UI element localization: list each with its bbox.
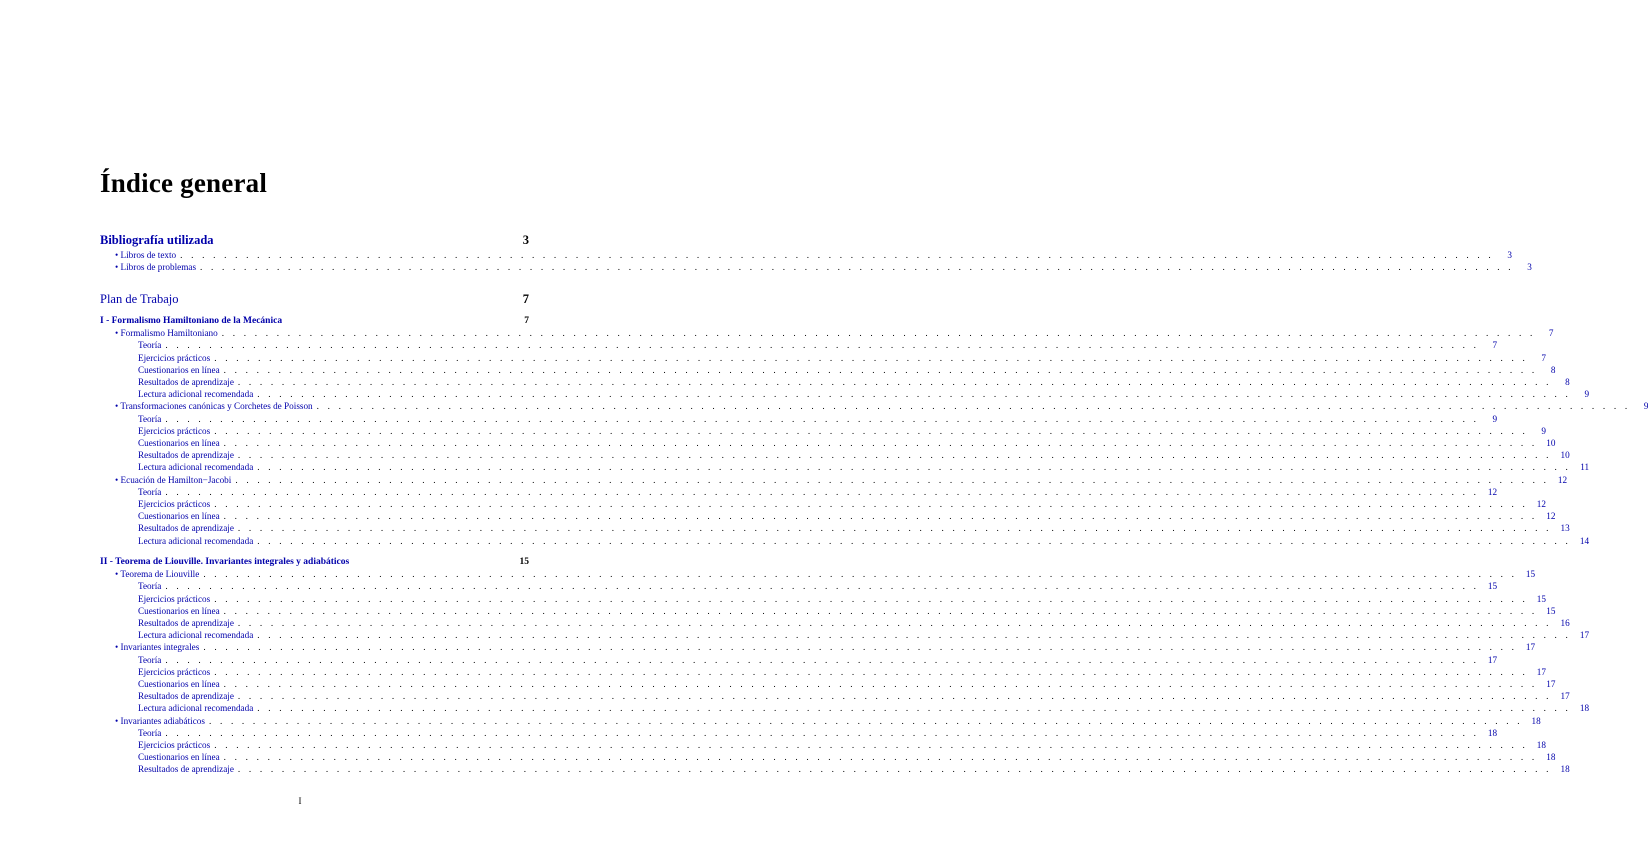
toc-entry-label[interactable]: Cuestionarios en línea bbox=[138, 605, 220, 616]
dot-leader: . . . . . . . . . . . . . . . . . . . . . . . . . . . . . . . . . . . . . . . . . . . . . . . . . . . . . . . . . . . . . . . . . . . . . . . . . . . . . . . . . . . . . . . . . . . . . . . . . . . . . . . . . . . . . . . . . . . . . . . . bbox=[221, 328, 1536, 339]
toc-subsection[interactable] bbox=[100, 702, 1590, 714]
toc-entry-label[interactable]: Lectura adicional recomendada bbox=[138, 703, 254, 714]
page-title: Índice general bbox=[100, 168, 268, 198]
toc-entry-label[interactable]: Resultados de aprendizaje bbox=[138, 764, 234, 775]
toc-entry-label[interactable]: Teoría bbox=[138, 654, 162, 665]
toc-entry-label[interactable]: Teoría bbox=[138, 340, 162, 351]
toc-page-number[interactable]: 17 bbox=[1579, 630, 1590, 641]
toc-entry-label[interactable]: Resultados de aprendizaje bbox=[138, 450, 234, 461]
toc-page-number[interactable]: 10 bbox=[1546, 438, 1556, 448]
toc-entry-label[interactable]: Resultados de aprendizaje bbox=[138, 618, 234, 628]
dot-leader: . . . . . . . . . . . . . . . . . . . . . . . . . . . . . . . . . . . . . . . . . . . . . . . . . . . . . . . . . . . . . . . . . . . . . . . . . . . . . . . . . . . . . . . . . . . . . . . . . . . . . . . . . . . . . . . . . . . . . . . . bbox=[203, 569, 1518, 580]
toc-page-number[interactable]: 9 bbox=[1584, 389, 1590, 400]
toc-entry-label[interactable]: Bibliografía utilizada bbox=[100, 233, 214, 247]
toc-entry-label[interactable]: Cuestionarios en línea bbox=[138, 438, 220, 448]
toc-page-number[interactable]: 18 bbox=[1579, 703, 1590, 714]
toc-subsection[interactable] bbox=[100, 461, 1590, 473]
dot-leader: . . . . . . . . . . . . . . . . . . . . . . . . . . . . . . . . . . . . . . . . . . . . . . . . . . . . . . . . . . . . . . . . . . . . . . . . . . . . . . . . . . . . . . . . . . . . . . . . . . . . . . . . . . . . . . . . . . . . . . . . bbox=[180, 250, 1494, 260]
toc-entry-label[interactable]: Teoría bbox=[138, 581, 162, 592]
toc-entry-label[interactable]: I - Formalismo Hamiltoniano de la Mecánica bbox=[100, 316, 283, 326]
dot-leader: . . . . . . . . . . . . . . . . . . . . . . . . . . . . . . . . . . . . . . . . . . . . . . . . . . . . . . . . . . . . . . . . . . . . . . . . . . . . . . . . . . . . . . . . . . . . . . . . . . . . . . . . . . . . . . . . . . . . . . . . bbox=[165, 581, 1480, 592]
dot-leader: . . . . . . . . . . . . . . . . . . . . . . . . . . . . . . . . . . . . . . . . . . . . . . . . . . . . . . . . . . . . . . . . . . . . . . . . . . . . . . . . . . . . . . . . . . . . . . . . . . . . . . . . . . . . . . . . . . . . . . . . bbox=[214, 499, 1528, 509]
dot-leader: . . . . . . . . . . . . . . . . . . . . . . . . . . . . . . . . . . . . . . . . . . . . . . . . . . . . . . . . . . . . . . . . . . . . . . . . . . . . . . . . . . . . . . . . . . . . . . . . . . . . . . . . . . . . . . . . . . . . . . . . bbox=[257, 630, 1572, 641]
dot-leader: . . . . . . . . . . . . . . . . . . . . . . . . . . . . . . . . . . . . . . . . . . . . . . . . . . . . . . . . . . . . . . . . . . . . . . . . . . . . . . . . . . . . . . . . . . . . . . . . . . . . . . . . . . . . . . . . . . . . . . . . bbox=[237, 764, 1552, 775]
dot-leader: . . . . . . . . . . . . . . . . . . . . . . . . . . . . . . . . . . . . . . . . . . . . . . . . . . . . . . . . . . . . . . . . . . . . . . . . . . . . . . . . . . . . . . . . . . . . . . . . . . . . . . . . . . . . . . . . . . . . . . . . bbox=[223, 679, 1538, 689]
toc-entry-label[interactable]: • Invariantes adiabáticos bbox=[115, 715, 205, 726]
dot-leader: . . . . . . . . . . . . . . . . . . . . . . . . . . . . . . . . . . . . . . . . . . . . . . . . . . . . . . . . . . . . . . . . . . . . . . . . . . . . . . . . . . . . . . . . . . . . . . . . . . . . . . . . . . . . . . . . . . . . . . . . bbox=[316, 401, 1631, 412]
toc-page-number[interactable]: 9 bbox=[1492, 413, 1498, 424]
dot-leader: . . . . . . . . . . . . . . . . . . . . . . . . . . . . . . . . . . . . . . . . . . . . . . . . . . . . . . . . . . . . . . . . . . . . . . . . . . . . . . . . . . . . . . . . . . . . . . . . . . . . . . . . . . . . . . . . . . . . . . . . bbox=[223, 605, 1538, 616]
toc-entry-label[interactable]: • Invariantes integrales bbox=[115, 642, 200, 653]
toc-entry-label[interactable]: • Libros de problemas bbox=[115, 262, 197, 273]
dot-leader: . . . . . . . . . . . . . . . . . . . . . . . . . . . . . . . . . . . . . . . . . . . . . . . . . . . . . . . . . . . . . . . . . . . . . . . . . . . . . . . . . . . . . . . . . . . . . . . . . . . . . . . . . . . . . . . . . . . . . . . . bbox=[223, 438, 1538, 448]
toc-subsection[interactable] bbox=[100, 739, 1546, 751]
dot-leader: . . . . . . . . . . . . . . . . . . . . . . . . . . . . . . . . . . . . . . . . . . . . . . . . . . . . . . . . . . . . . . . . . . . . . . . . . . . . . . . . . . . . . . . . . . . . . . . . . . . . . . . . . . . . . . . . . . . . . . . . bbox=[214, 352, 1528, 363]
dot-leader: . . . . . . . . . . . . . . . . . . . . . . . . . . . . . . . . . . . . . . . . . . . . . . . . . . . . . . . . . . . . . . . . . . . . . . . . . . . . . . . . . . . . . . . . . . . . . . . . . . . . . . . . . . . . . . . . . . . . . . . . bbox=[165, 654, 1480, 665]
toc-entry-label[interactable]: Cuestionarios en línea bbox=[138, 752, 220, 763]
toc-subsection[interactable] bbox=[100, 605, 1556, 617]
toc-page-number[interactable]: 14 bbox=[1579, 535, 1590, 546]
page-number: I bbox=[298, 796, 302, 806]
dot-leader: . . . . . . . . . . . . . . . . . . . . . . . . . . . . . . . . . . . . . . . . . . . . . . . . . . . . . . . . . . . . . . . . . . . . . . . . . . . . . . . . . . . . . . . . . . . . . . . . . . . . . . . . . . . . . . . . . . . . . . . . bbox=[214, 740, 1528, 750]
toc-subsection[interactable] bbox=[100, 498, 1546, 510]
toc-entry-label[interactable]: Plan de Trabajo bbox=[100, 292, 179, 306]
toc-subsection[interactable] bbox=[100, 593, 1546, 605]
toc-entry-label[interactable]: Cuestionarios en línea bbox=[138, 511, 220, 522]
toc-entry-label[interactable]: Lectura adicional recomendada bbox=[138, 630, 254, 641]
toc-section[interactable] bbox=[100, 474, 1568, 486]
dot-leader: . . . . . . . . . . . . . . . . . . . . . . . . . . . . . . . . . . . . . . . . . . . . . . . . . . . . . . . . . . . . . . . . . . . . . . . . . . . . . . . . . . . . . . . . . . . . . . . . . . . . . . . . . . . . . . . . . . . . . . . . bbox=[200, 262, 1514, 273]
toc-page-number[interactable]: 18 bbox=[1560, 764, 1570, 775]
dot-leader: . . . . . . . . . . . . . . . . . . . . . . . . . . . . . . . . . . . . . . . . . . . . . . . . . . . . . . . . . . . . . . . . . . . . . . . . . . . . . . . . . . . . . . . . . . . . . . . . . . . . . . . . . . . . . . . . . . . . . . . . bbox=[237, 618, 1552, 628]
dot-leader: . . . . . . . . . . . . . . . . . . . . . . . . . . . . . . . . . . . . . . . . . . . . . . . . . . . . . . . . . . . . . . . . . . . . . . . . . . . . . . . . . . . . . . . . . . . . . . . . . . . . . . . . . . . . . . . . . . . . . . . . bbox=[223, 752, 1538, 763]
dot-leader: . . . . . . . . . . . . . . . . . . . . . . . . . . . . . . . . . . . . . . . . . . . . . . . . . . . . . . . . . . . . . . . . . . . . . . . . . . . . . . . . . . . . . . . . . . . . . . . . . . . . . . . . . . . . . . . . . . . . . . . . bbox=[165, 340, 1480, 351]
toc-page-number[interactable]: 17 bbox=[1536, 666, 1546, 677]
toc-entry-label[interactable]: Lectura adicional recomendada bbox=[138, 535, 254, 546]
toc-subsection[interactable] bbox=[100, 449, 1570, 461]
toc-page-number[interactable]: 13 bbox=[1560, 523, 1570, 534]
toc-page-number[interactable]: 12 bbox=[1557, 474, 1568, 485]
toc-page-number[interactable]: 18 bbox=[1487, 727, 1498, 738]
toc-entry-label[interactable]: Ejercicios prácticos bbox=[138, 740, 211, 750]
toc-page-number[interactable]: 7 bbox=[524, 316, 529, 326]
dot-leader: . . . . . . . . . . . . . . . . . . . . . . . . . . . . . . . . . . . . . . . . . . . . . . . . . . . . . . . . . . . . . . . . . . . . . . . . . . . . . . . . . . . . . . . . . . . . . . . . . . . . . . . . . . . . . . . . . . . . . . . . bbox=[235, 474, 1550, 485]
toc-section[interactable] bbox=[100, 249, 1512, 261]
toc-section[interactable] bbox=[100, 400, 1648, 412]
toc-subsection[interactable] bbox=[100, 580, 1498, 592]
toc-subsection[interactable] bbox=[100, 364, 1556, 376]
dot-leader: . . . . . . . . . . . . . . . . . . . . . . . . . . . . . . . . . . . . . . . . . . . . . . . . . . . . . . . . . . . . . . . . . . . . . . . . . . . . . . . . . . . . . . . . . . . . . . . . . . . . . . . . . . . . . . . . . . . . . . . . bbox=[214, 666, 1528, 677]
dot-leader: . . . . . . . . . . . . . . . . . . . . . . . . . . . . . . . . . . . . . . . . . . . . . . . . . . . . . . . . . . . . . . . . . . . . . . . . . . . . . . . . . . . . . . . . . . . . . . . . . . . . . . . . . . . . . . . . . . . . . . . . bbox=[165, 727, 1480, 738]
toc-subsection[interactable] bbox=[100, 629, 1590, 641]
dot-leader: . . . . . . . . . . . . . . . . . . . . . . . . . . . . . . . . . . . . . . . . . . . . . . . . . . . . . . . . . . . . . . . . . . . . . . . . . . . . . . . . . . . . . . . . . . . . . . . . . . . . . . . . . . . . . . . . . . . . . . . . bbox=[223, 511, 1538, 522]
toc-entry-label[interactable]: Ejercicios prácticos bbox=[138, 499, 211, 509]
dot-leader: . . . . . . . . . . . . . . . . . . . . . . . . . . . . . . . . . . . . . . . . . . . . . . . . . . . . . . . . . . . . . . . . . . . . . . . . . . . . . . . . . . . . . . . . . . . . . . . . . . . . . . . . . . . . . . . . . . . . . . . . bbox=[214, 425, 1528, 436]
dot-leader: . . . . . . . . . . . . . . . . . . . . . . . . . . . . . . . . . . . . . . . . . . . . . . . . . . . . . . . . . . . . . . . . . . . . . . . . . . . . . . . . . . . . . . . . . . . . . . . . . . . . . . . . . . . . . . . . . . . . . . . . bbox=[165, 486, 1480, 497]
toc-subsection[interactable] bbox=[100, 437, 1556, 449]
toc-entry-label[interactable]: Resultados de aprendizaje bbox=[138, 691, 234, 702]
toc-page-number[interactable]: 7 bbox=[1492, 340, 1498, 351]
toc-entry-label[interactable]: Cuestionarios en línea bbox=[138, 364, 220, 375]
dot-leader: . . . . . . . . . . . . . . . . . . . . . . . . . . . . . . . . . . . . . . . . . . . . . . . . . . . . . . . . . . . . . . . . . . . . . . . . . . . . . . . . . . . . . . . . . . . . . . . . . . . . . . . . . . . . . . . . . . . . . . . . bbox=[203, 642, 1518, 653]
toc-page-number[interactable]: 7 bbox=[1541, 352, 1546, 363]
toc-page-number[interactable]: 18 bbox=[1536, 740, 1546, 750]
toc-page-number[interactable]: 15 bbox=[519, 557, 529, 567]
dot-leader: . . . . . . . . . . . . . . . . . . . . . . . . . . . . . . . . . . . . . . . . . . . . . . . . . . . . . . . . . . . . . . . . . . . . . . . . . . . . . . . . . . . . . . . . . . . . . . . . . . . . . . . . . . . . . . . . . . . . . . . . bbox=[223, 364, 1538, 375]
toc-page-number[interactable]: 11 bbox=[1580, 462, 1590, 473]
toc-page-number[interactable]: 18 bbox=[1546, 752, 1556, 763]
toc-section[interactable] bbox=[100, 568, 1536, 580]
toc-subsection[interactable] bbox=[100, 654, 1498, 666]
toc-subsection[interactable] bbox=[100, 352, 1546, 364]
toc-page-number[interactable]: 17 bbox=[1525, 642, 1536, 653]
toc-subsection[interactable] bbox=[100, 413, 1498, 425]
toc-page-number[interactable]: 17 bbox=[1560, 691, 1570, 702]
dot-leader: . . . . . . . . . . . . . . . . . . . . . . . . . . . . . . . . . . . . . . . . . . . . . . . . . . . . . . . . . . . . . . . . . . . . . . . . . . . . . . . . . . . . . . . . . . . . . . . . . . . . . . . . . . . . . . . . . . . . . . . . bbox=[208, 715, 1523, 726]
toc-entry-label[interactable]: • Libros de texto bbox=[115, 250, 177, 260]
toc-entry-label[interactable]: • Formalismo Hamiltoniano bbox=[115, 328, 218, 339]
dot-leader: . . . . . . . . . . . . . . . . . . . . . . . . . . . . . . . . . . . . . . . . . . . . . . . . . . . . . . . . . . . . . . . . . . . . . . . . . . . . . . . . . . . . . . . . . . . . . . . . . . . . . . . . . . . . . . . . . . . . . . . . bbox=[257, 535, 1572, 546]
toc-section[interactable] bbox=[100, 641, 1536, 653]
toc-page-number[interactable]: 9 bbox=[1541, 425, 1546, 436]
toc-entry-label[interactable]: Resultados de aprendizaje bbox=[138, 523, 234, 534]
toc-page-number[interactable]: 3 bbox=[522, 233, 529, 247]
toc-page-number[interactable]: 17 bbox=[1487, 654, 1498, 665]
toc-page-number[interactable]: 12 bbox=[1536, 499, 1546, 509]
toc-page-number[interactable]: 15 bbox=[1546, 605, 1556, 616]
toc-page-number[interactable]: 7 bbox=[522, 292, 529, 306]
toc-entry-label[interactable]: Lectura adicional recomendada bbox=[138, 462, 254, 473]
toc-subsection[interactable] bbox=[100, 376, 1570, 388]
toc-section[interactable] bbox=[100, 327, 1554, 339]
toc-page-number[interactable]: 15 bbox=[1536, 593, 1546, 604]
dot-leader: . . . . . . . . . . . . . . . . . . . . . . . . . . . . . . . . . . . . . . . . . . . . . . . . . . . . . . . . . . . . . . . . . . . . . . . . . . . . . . . . . . . . . . . . . . . . . . . . . . . . . . . . . . . . . . . . . . . . . . . . bbox=[214, 593, 1528, 604]
toc-entry-label[interactable]: Resultados de aprendizaje bbox=[138, 377, 234, 387]
toc-page-number[interactable]: 7 bbox=[1548, 328, 1554, 339]
toc-section[interactable] bbox=[100, 261, 1532, 273]
toc-entry-label[interactable]: • Transformaciones canónicas y Corchetes de Poisson bbox=[115, 401, 313, 412]
toc-subsection[interactable] bbox=[100, 763, 1570, 775]
toc-subsection[interactable] bbox=[100, 678, 1556, 690]
toc-entry-label[interactable]: • Ecuación de Hamilton−Jacobi bbox=[115, 474, 232, 485]
dot-leader: . . . . . . . . . . . . . . . . . . . . . . . . . . . . . . . . . . . . . . . . . . . . . . . . . . . . . . . . . . . . . . . . . . . . . . . . . . . . . . . . . . . . . . . . . . . . . . . . . . . . . . . . . . . . . . . . . . . . . . . . bbox=[257, 389, 1572, 400]
toc-entry-label[interactable]: • Teorema de Liouville bbox=[115, 569, 200, 580]
dot-leader: . . . . . . . . . . . . . . . . . . . . . . . . . . . . . . . . . . . . . . . . . . . . . . . . . . . . . . . . . . . . . . . . . . . . . . . . . . . . . . . . . . . . . . . . . . . . . . . . . . . . . . . . . . . . . . . . . . . . . . . . bbox=[165, 413, 1480, 424]
toc-part[interactable] bbox=[100, 315, 529, 327]
dot-leader: . . . . . . . . . . . . . . . . . . . . . . . . . . . . . . . . . . . . . . . . . . . . . . . . . . . . . . . . . . . . . . . . . . . . . . . . . . . . . . . . . . . . . . . . . . . . . . . . . . . . . . . . . . . . . . . . . . . . . . . . bbox=[257, 703, 1572, 714]
toc-page-number[interactable]: 15 bbox=[1525, 569, 1536, 580]
toc-subsection[interactable] bbox=[100, 617, 1570, 629]
toc-page-number[interactable]: 12 bbox=[1546, 511, 1556, 522]
toc-subsection[interactable] bbox=[100, 535, 1590, 547]
toc-page-number[interactable]: 8 bbox=[1550, 364, 1556, 375]
toc-subsection[interactable] bbox=[100, 751, 1556, 763]
toc-part[interactable] bbox=[100, 556, 529, 568]
toc-entry-label[interactable]: Ejercicios prácticos bbox=[138, 352, 211, 363]
toc-subsection[interactable] bbox=[100, 486, 1498, 498]
toc-subsection[interactable] bbox=[100, 388, 1590, 400]
toc-subsection[interactable] bbox=[100, 425, 1546, 437]
toc-chapter-plan[interactable] bbox=[100, 291, 529, 307]
toc-chapter-bibliografia[interactable] bbox=[100, 232, 529, 248]
dot-leader: . . . . . . . . . . . . . . . . . . . . . . . . . . . . . . . . . . . . . . . . . . . . . . . . . . . . . . . . . . . . . . . . . . . . . . . . . . . . . . . . . . . . . . . . . . . . . . . . . . . . . . . . . . . . . . . . . . . . . . . . bbox=[257, 462, 1572, 473]
dot-leader: . . . . . . . . . . . . . . . . . . . . . . . . . . . . . . . . . . . . . . . . . . . . . . . . . . . . . . . . . . . . . . . . . . . . . . . . . . . . . . . . . . . . . . . . . . . . . . . . . . . . . . . . . . . . . . . . . . . . . . . . bbox=[237, 691, 1552, 702]
dot-leader: . . . . . . . . . . . . . . . . . . . . . . . . . . . . . . . . . . . . . . . . . . . . . . . . . . . . . . . . . . . . . . . . . . . . . . . . . . . . . . . . . . . . . . . . . . . . . . . . . . . . . . . . . . . . . . . . . . . . . . . . bbox=[237, 523, 1552, 534]
toc-page-number[interactable]: 3 bbox=[1527, 262, 1532, 273]
toc-subsection[interactable] bbox=[100, 510, 1556, 522]
toc-page-number[interactable]: 9 bbox=[1643, 401, 1648, 412]
toc-page-number[interactable]: 15 bbox=[1487, 581, 1498, 592]
toc-entry-label[interactable]: Ejercicios prácticos bbox=[138, 593, 211, 604]
toc-entry-label[interactable]: Ejercicios prácticos bbox=[138, 425, 211, 436]
toc-page-number[interactable]: 10 bbox=[1560, 450, 1570, 461]
toc-page-number[interactable]: 16 bbox=[1560, 618, 1570, 628]
toc-entry-label[interactable]: Teoría bbox=[138, 413, 162, 424]
toc-entry-label[interactable]: Teoría bbox=[138, 727, 162, 738]
toc-subsection[interactable] bbox=[100, 727, 1498, 739]
toc-entry-label[interactable]: Teoría bbox=[138, 486, 162, 497]
toc-section[interactable] bbox=[100, 715, 1541, 727]
toc-entry-label[interactable]: Lectura adicional recomendada bbox=[138, 389, 254, 400]
toc-subsection[interactable] bbox=[100, 522, 1570, 534]
toc-subsection[interactable] bbox=[100, 666, 1546, 678]
toc-page-number[interactable]: 3 bbox=[1507, 250, 1512, 260]
toc-entry-label[interactable]: Cuestionarios en línea bbox=[138, 679, 220, 689]
toc-subsection[interactable] bbox=[100, 690, 1570, 702]
toc-subsection[interactable] bbox=[100, 339, 1498, 351]
toc-page-number[interactable]: 8 bbox=[1565, 377, 1570, 387]
toc-entry-label[interactable]: II - Teorema de Liouville. Invariantes integrales y adiabáticos bbox=[100, 557, 350, 567]
toc-entry-label[interactable]: Ejercicios prácticos bbox=[138, 666, 211, 677]
dot-leader: . . . . . . . . . . . . . . . . . . . . . . . . . . . . . . . . . . . . . . . . . . . . . . . . . . . . . . . . . . . . . . . . . . . . . . . . . . . . . . . . . . . . . . . . . . . . . . . . . . . . . . . . . . . . . . . . . . . . . . . . bbox=[237, 450, 1552, 461]
toc-page-number[interactable]: 18 bbox=[1531, 715, 1541, 726]
dot-leader: . . . . . . . . . . . . . . . . . . . . . . . . . . . . . . . . . . . . . . . . . . . . . . . . . . . . . . . . . . . . . . . . . . . . . . . . . . . . . . . . . . . . . . . . . . . . . . . . . . . . . . . . . . . . . . . . . . . . . . . . bbox=[237, 377, 1552, 387]
toc-page-number[interactable]: 17 bbox=[1546, 679, 1556, 689]
toc-page-number[interactable]: 12 bbox=[1487, 486, 1498, 497]
